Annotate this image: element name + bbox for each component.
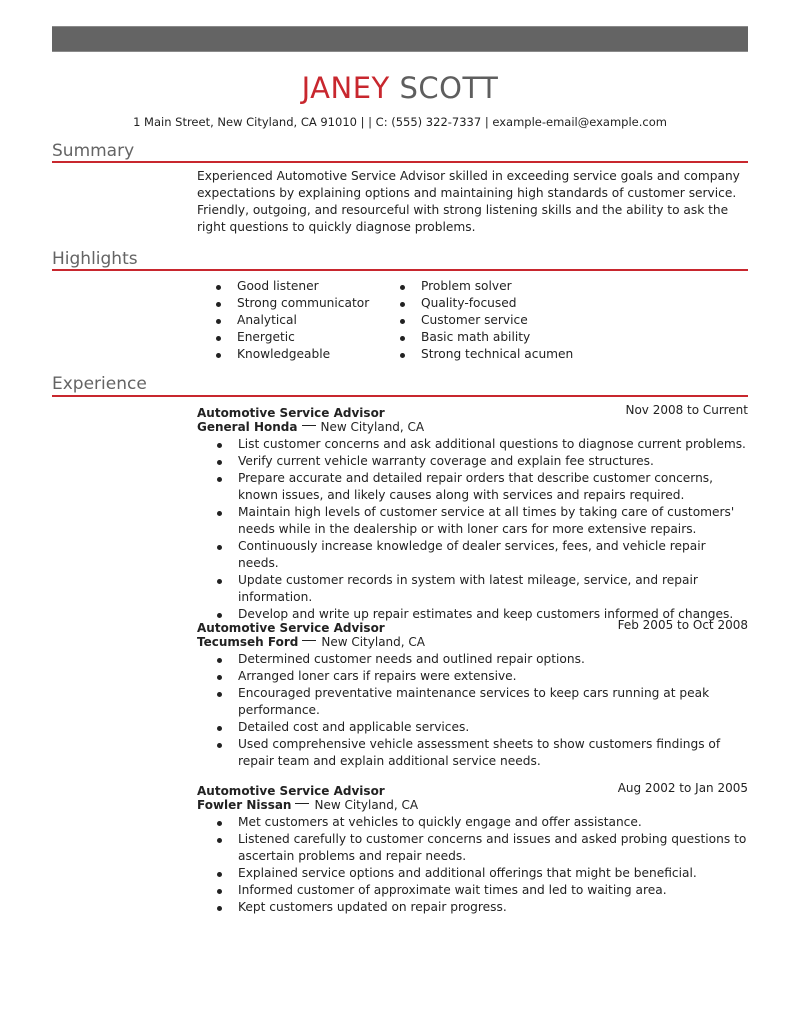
bullet-icon bbox=[216, 319, 221, 324]
bullet-icon bbox=[217, 838, 222, 843]
job-dates: Nov 2008 to Current bbox=[625, 403, 748, 417]
summary-text: Experienced Automotive Service Advisor skilled in exceeding service goals and company expectations by explaining options and maintaining high standards of customer service. Friendly, outgoing, and resourceful with strong listening skills and the ability to ask the right questions to quickly diagnose problems. bbox=[197, 169, 740, 234]
last-name: SCOTT bbox=[399, 71, 499, 105]
duty-item: Maintain high levels of customer service at all times by taking care of customers' needs while in the dealership or with loner cars for more extensive repairs. bbox=[217, 504, 748, 538]
duty-item: Update customer records in system with latest mileage, service, and repair information. bbox=[217, 572, 748, 606]
experience-divider bbox=[52, 395, 748, 397]
bullet-icon bbox=[217, 743, 222, 748]
summary-heading: Summary bbox=[52, 141, 135, 161]
highlights-divider bbox=[52, 269, 748, 271]
bullet-icon bbox=[217, 726, 222, 731]
job-company-line bbox=[197, 419, 748, 436]
bullet-icon bbox=[400, 319, 405, 324]
bullet-icon bbox=[400, 285, 405, 290]
bullet-icon bbox=[217, 511, 222, 516]
bullet-icon bbox=[217, 460, 222, 465]
duty-item: Develop and write up repair estimates and keep customers informed of changes. bbox=[217, 606, 748, 623]
bullet-icon bbox=[400, 336, 405, 341]
duty-item: Encouraged preventative maintenance services to keep cars running at peak performance. bbox=[217, 685, 748, 719]
highlight-item: Customer service bbox=[400, 312, 573, 329]
top-decorative-bar bbox=[52, 26, 748, 52]
duty-item: Prepare accurate and detailed repair orders that describe customer concerns, known issues, and likely causes along with services and repairs required. bbox=[217, 470, 748, 504]
bullet-icon bbox=[217, 675, 222, 680]
highlight-item: Quality-focused bbox=[400, 295, 573, 312]
em-dash bbox=[302, 425, 316, 426]
duty-item: List customer concerns and ask additional questions to diagnose current problems. bbox=[217, 436, 748, 453]
company-name: Tecumseh Ford bbox=[197, 635, 299, 649]
company-name: General Honda bbox=[197, 420, 298, 434]
bullet-icon bbox=[217, 443, 222, 448]
duty-item: Informed customer of approximate wait times and led to waiting area. bbox=[217, 882, 748, 899]
candidate-name bbox=[0, 70, 800, 106]
experience-heading: Experience bbox=[52, 374, 147, 394]
job-entry bbox=[197, 402, 748, 623]
duty-item: Listened carefully to customer concerns and issues and asked probing questions to ascertain problems and repair needs. bbox=[217, 831, 748, 865]
highlight-item: Energetic bbox=[216, 329, 369, 346]
highlights-heading: Highlights bbox=[52, 249, 138, 269]
duty-item: Explained service options and additional offerings that might be beneficial. bbox=[217, 865, 748, 882]
bullet-icon bbox=[217, 821, 222, 826]
duty-item: Arranged loner cars if repairs were extensive. bbox=[217, 668, 748, 685]
job-entry bbox=[197, 780, 748, 916]
job-company-line bbox=[197, 634, 748, 651]
highlights-column-1 bbox=[216, 278, 369, 363]
bullet-icon bbox=[217, 579, 222, 584]
duty-item: Kept customers updated on repair progress. bbox=[217, 899, 748, 916]
job-location: New Cityland, CA bbox=[320, 420, 425, 434]
job-dates: Aug 2002 to Jan 2005 bbox=[617, 781, 748, 795]
job-location: New Cityland, CA bbox=[321, 635, 425, 649]
highlight-item: Strong technical acumen bbox=[400, 346, 573, 363]
summary-divider bbox=[52, 161, 748, 163]
highlight-item: Knowledgeable bbox=[216, 346, 369, 363]
bullet-icon bbox=[216, 336, 221, 341]
em-dash bbox=[302, 640, 316, 641]
duties-list bbox=[217, 814, 748, 916]
bullet-icon bbox=[400, 353, 405, 358]
bullet-icon bbox=[217, 692, 222, 697]
duties-list bbox=[217, 436, 748, 623]
bullet-icon bbox=[217, 872, 222, 877]
highlight-item: Basic math ability bbox=[400, 329, 573, 346]
contact-info: 1 Main Street, New Cityland, CA 91010 | | C: (555) 322-7337 | example-email@example.com bbox=[133, 115, 667, 129]
highlight-item: Good listener bbox=[216, 278, 369, 295]
bullet-icon bbox=[217, 545, 222, 550]
bullet-icon bbox=[217, 889, 222, 894]
bullet-icon bbox=[400, 302, 405, 307]
highlight-item: Strong communicator bbox=[216, 295, 369, 312]
job-entry bbox=[197, 617, 748, 770]
duty-item: Detailed cost and applicable services. bbox=[217, 719, 748, 736]
bullet-icon bbox=[217, 477, 222, 482]
bullet-icon bbox=[217, 658, 222, 663]
duty-item: Used comprehensive vehicle assessment sheets to show customers findings of repair team and explain additional service needs. bbox=[217, 736, 748, 770]
job-title: Automotive Service Advisor bbox=[197, 784, 385, 798]
highlights-column-2 bbox=[400, 278, 573, 363]
job-location: New Cityland, CA bbox=[314, 798, 419, 812]
job-title: Automotive Service Advisor bbox=[197, 406, 385, 420]
company-name: Fowler Nissan bbox=[197, 798, 292, 812]
duty-item: Determined customer needs and outlined repair options. bbox=[217, 651, 748, 668]
duties-list bbox=[217, 651, 748, 770]
bullet-icon bbox=[216, 302, 221, 307]
bullet-icon bbox=[216, 285, 221, 290]
bullet-icon bbox=[216, 353, 221, 358]
duty-item: Verify current vehicle warranty coverage and explain fee structures. bbox=[217, 453, 748, 470]
highlight-item: Problem solver bbox=[400, 278, 573, 295]
duty-item: Continuously increase knowledge of dealer services, fees, and vehicle repair needs. bbox=[217, 538, 748, 572]
job-title: Automotive Service Advisor bbox=[197, 621, 385, 635]
highlight-item: Analytical bbox=[216, 312, 369, 329]
em-dash bbox=[295, 803, 309, 804]
first-name: JANEY bbox=[301, 71, 390, 105]
job-dates: Feb 2005 to Oct 2008 bbox=[617, 618, 748, 632]
job-company-line bbox=[197, 797, 748, 814]
bullet-icon bbox=[217, 906, 222, 911]
duty-item: Met customers at vehicles to quickly engage and offer assistance. bbox=[217, 814, 748, 831]
